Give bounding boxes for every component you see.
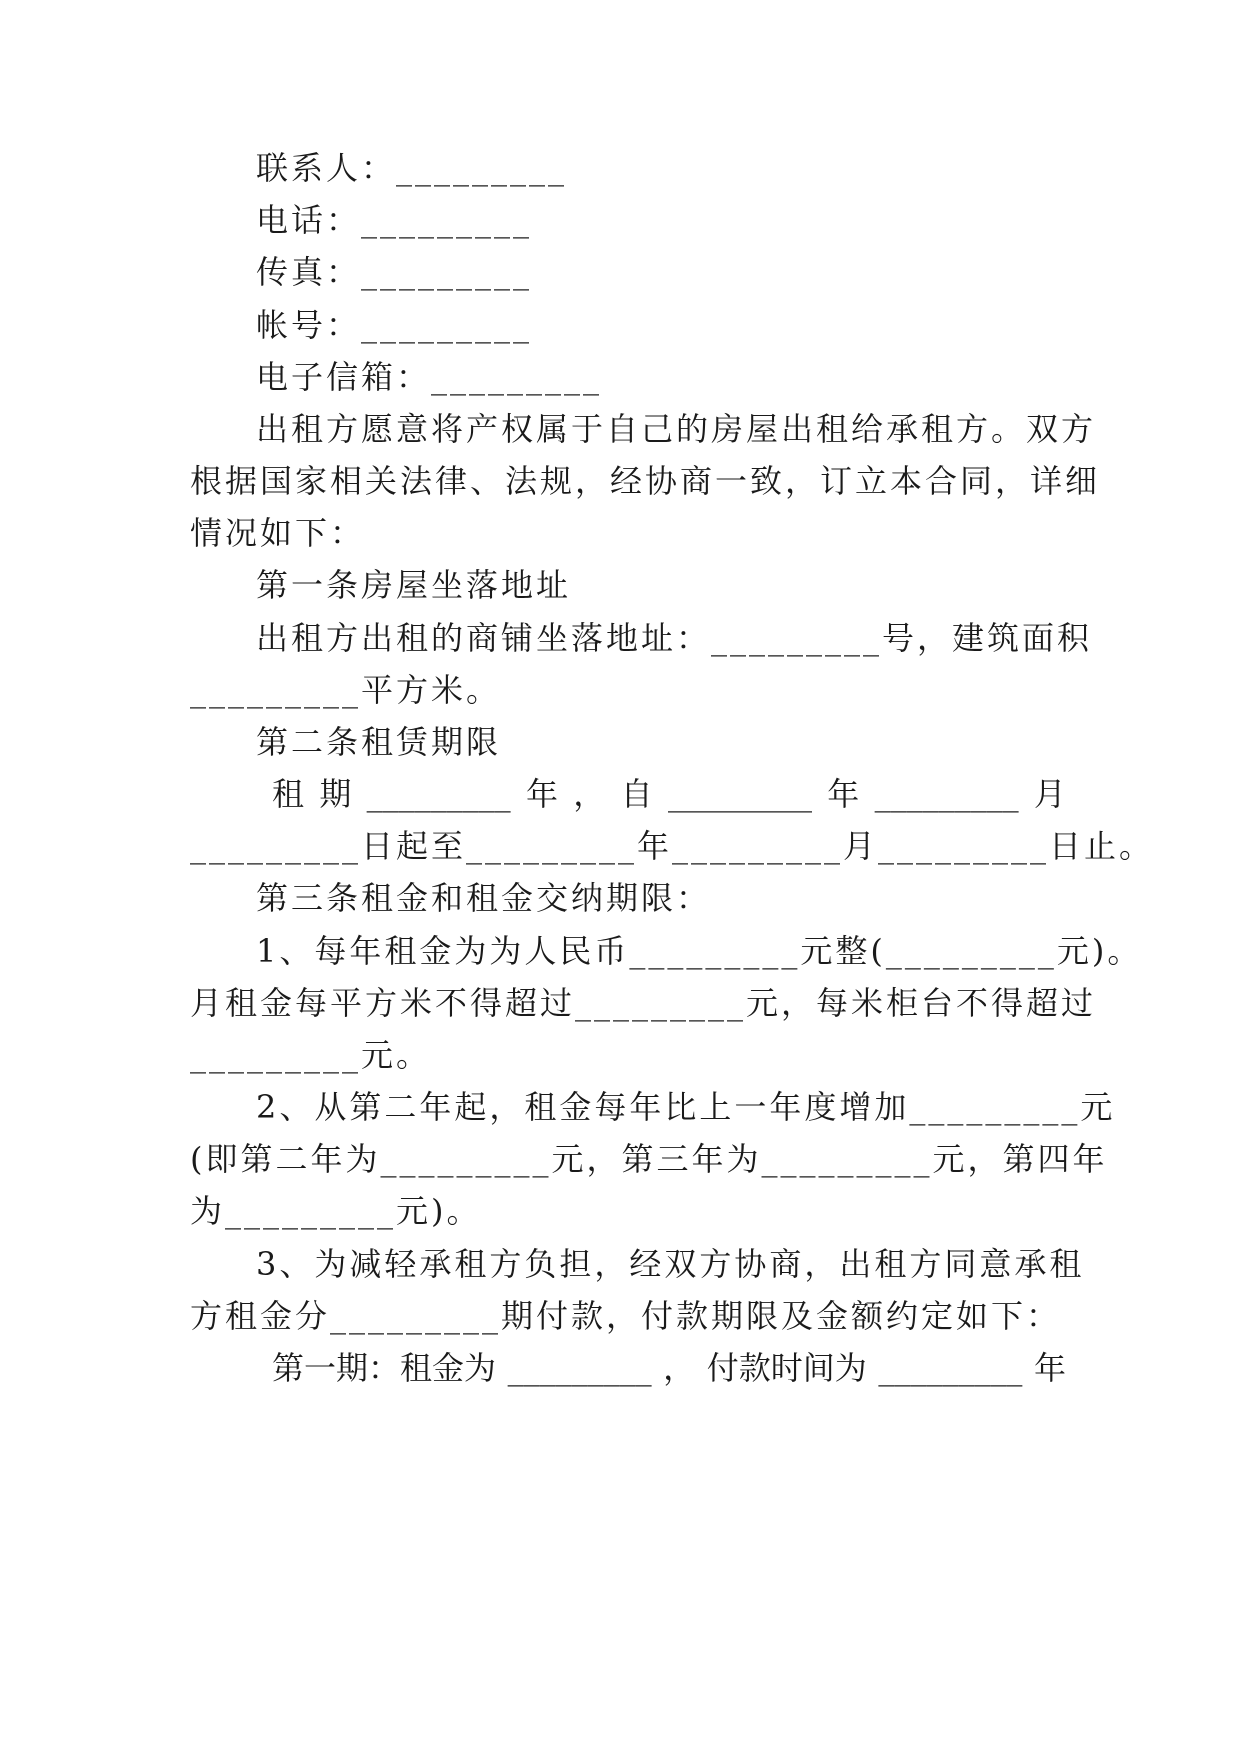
preamble-line-2: 根据国家相关法律、法规，经协商一致，订立本合同，详细	[190, 462, 1101, 500]
rent-clause-1-line-1: 1、每年租金为为人民币_________元整(_________元)。	[256, 932, 1143, 970]
first-period-part: 第一期：租金为	[272, 1349, 497, 1387]
lease-term-part: ，	[573, 775, 606, 813]
phone-line: 电话：_________	[256, 201, 533, 239]
lease-term-part: 月	[1033, 775, 1066, 813]
email-line: 电子信箱：_________	[256, 358, 603, 396]
first-period-part: _________	[878, 1349, 1023, 1387]
preamble-line-3: 情况如下：	[190, 514, 366, 552]
article-1-line-2: _________平方米。	[190, 671, 502, 709]
lease-term-part: 自	[620, 775, 653, 813]
rent-clause-3-line-1: 3、为减轻承租方负担，经双方协商，出租方同意承租	[256, 1245, 1085, 1283]
lease-term-part: _________	[667, 775, 812, 813]
rent-clause-2-line-1: 2、从第二年起，租金每年比上一年度增加_________元	[256, 1088, 1116, 1126]
article-1-line-1: 出租方出租的商铺坐落地址：_________号，建筑面积	[256, 619, 1093, 657]
rent-clause-2-line-2: (即第二年为_________元，第三年为_________元，第四年	[190, 1140, 1108, 1178]
rent-clause-3-line-2: 方租金分_________期付款，付款期限及金额约定如下：	[190, 1297, 1062, 1335]
first-period-part: ，	[663, 1349, 696, 1387]
lease-term-part: 年	[827, 775, 860, 813]
lease-term-part: _________	[874, 775, 1019, 813]
article-3-heading: 第三条租金和租金交纳期限：	[256, 879, 712, 917]
fax-line: 传真：_________	[256, 253, 533, 291]
account-line: 帐号：_________	[256, 306, 533, 344]
article-1-heading: 第一条房屋坐落地址	[256, 566, 572, 604]
rent-clause-1-line-3: _________元。	[190, 1036, 432, 1074]
article-2-heading: 第二条租赁期限	[256, 723, 502, 761]
lease-term-part: 期	[319, 775, 352, 813]
lease-term-line-1	[272, 774, 1066, 814]
lease-term-part: _________	[366, 775, 511, 813]
lease-term-line-2: _________日起至_________年_________月_________日止。	[190, 827, 1155, 865]
first-period-part: 付款时间为	[706, 1349, 867, 1387]
first-period-part: 年	[1033, 1349, 1066, 1387]
preamble-line-1: 出租方愿意将产权属于自己的房屋出租给承租方。双方	[256, 410, 1097, 448]
lease-term-part: 租	[272, 775, 305, 813]
contact-person-line: 联系人：_________	[256, 149, 568, 187]
rent-clause-2-line-3: 为_________元)。	[190, 1192, 482, 1230]
rent-clause-1-line-2: 月租金每平方米不得超过_________元，每米柜台不得超过	[190, 984, 1097, 1022]
first-period-part: _________	[507, 1349, 652, 1387]
first-period-line	[272, 1348, 1066, 1388]
lease-term-part: 年	[525, 775, 558, 813]
